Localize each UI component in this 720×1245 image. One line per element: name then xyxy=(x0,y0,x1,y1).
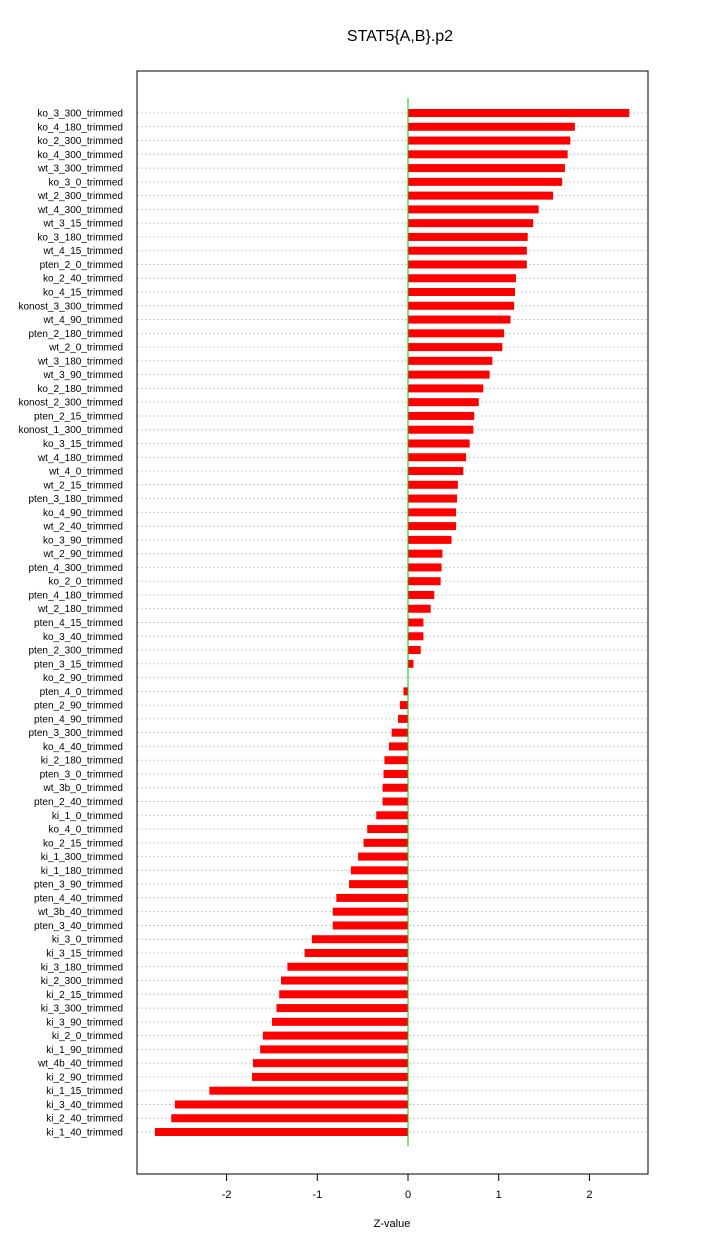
bar xyxy=(408,495,457,503)
bar xyxy=(408,563,442,571)
category-label: wt_3_300_trimmed xyxy=(37,163,123,175)
bar xyxy=(403,687,408,695)
category-label: ko_3_90_trimmed xyxy=(42,535,123,547)
category-label: ko_2_300_trimmed xyxy=(37,136,123,148)
category-label: ki_3_15_trimmed xyxy=(46,948,123,960)
category-label: wt_2_15_trimmed xyxy=(43,480,123,492)
category-label: wt_3_90_trimmed xyxy=(43,370,123,382)
bar xyxy=(336,894,408,902)
category-label: pten_3_180_trimmed xyxy=(28,494,123,506)
category-label: ki_1_15_trimmed xyxy=(46,1086,123,1098)
category-label: ko_3_180_trimmed xyxy=(37,232,123,244)
category-label: pten_3_0_trimmed xyxy=(39,769,123,781)
bar xyxy=(408,577,441,585)
category-label: ko_4_90_trimmed xyxy=(42,507,123,519)
bar xyxy=(408,453,466,461)
bar xyxy=(408,591,434,599)
category-label: konost_1_300_trimmed xyxy=(18,425,123,437)
category-label: ko_4_0_trimmed xyxy=(48,824,123,836)
bar xyxy=(260,1045,408,1053)
category-label: wt_3b_40_trimmed xyxy=(37,907,123,919)
category-label: pten_2_40_trimmed xyxy=(34,797,123,809)
category-label: wt_2_180_trimmed xyxy=(37,604,123,616)
x-tick-label: 1 xyxy=(495,1189,502,1201)
category-label: pten_2_180_trimmed xyxy=(28,328,123,340)
category-label: wt_2_300_trimmed xyxy=(37,191,123,203)
bar xyxy=(305,949,408,957)
bar xyxy=(272,1018,408,1026)
bar xyxy=(408,329,504,337)
bar xyxy=(408,219,533,227)
category-label: ko_2_15_trimmed xyxy=(42,838,123,850)
bar xyxy=(408,164,565,172)
bar xyxy=(408,288,515,296)
bar xyxy=(408,550,442,558)
bar xyxy=(408,660,413,668)
category-label: wt_2_40_trimmed xyxy=(43,521,123,533)
category-label: ko_3_300_trimmed xyxy=(37,108,123,120)
category-label: ko_2_180_trimmed xyxy=(37,383,123,395)
bar xyxy=(281,977,408,985)
category-label: ko_3_0_trimmed xyxy=(48,177,123,189)
bar xyxy=(408,150,568,158)
category-label: wt_2_90_trimmed xyxy=(43,549,123,561)
bar xyxy=(408,412,474,420)
bar xyxy=(408,439,470,447)
bar xyxy=(408,371,490,379)
category-label: ki_3_90_trimmed xyxy=(46,1017,123,1029)
category-label: ko_2_0_trimmed xyxy=(48,576,123,588)
category-label: ko_3_15_trimmed xyxy=(42,438,123,450)
category-label: pten_4_0_trimmed xyxy=(39,686,123,698)
bar xyxy=(408,316,510,324)
bar xyxy=(408,109,629,117)
category-label: pten_3_90_trimmed xyxy=(34,879,123,891)
bar xyxy=(253,1059,408,1067)
bar xyxy=(312,935,408,943)
bar xyxy=(367,825,408,833)
bar xyxy=(383,798,408,806)
category-label: pten_2_300_trimmed xyxy=(28,645,123,657)
bar xyxy=(364,839,408,847)
category-label: ki_2_0_trimmed xyxy=(51,1031,123,1043)
bar xyxy=(398,715,408,723)
bar xyxy=(408,343,502,351)
x-axis-label: Z-value xyxy=(373,1218,411,1230)
category-label: ki_2_15_trimmed xyxy=(46,989,123,1001)
bar xyxy=(408,302,514,310)
category-label: wt_4b_40_trimmed xyxy=(37,1058,123,1070)
category-label: ko_2_90_trimmed xyxy=(42,673,123,685)
category-label: wt_4_15_trimmed xyxy=(43,246,123,258)
category-label: wt_3_180_trimmed xyxy=(37,356,123,368)
bar xyxy=(408,192,553,200)
category-label: ko_4_40_trimmed xyxy=(42,741,123,753)
category-label: ki_2_90_trimmed xyxy=(46,1072,123,1084)
bar xyxy=(333,908,408,916)
bar xyxy=(408,137,570,145)
category-label: pten_3_300_trimmed xyxy=(28,728,123,740)
bar xyxy=(171,1114,408,1122)
category-label: ko_3_40_trimmed xyxy=(42,631,123,643)
category-label: pten_2_90_trimmed xyxy=(34,700,123,712)
category-label: pten_4_90_trimmed xyxy=(34,714,123,726)
bar xyxy=(408,467,463,475)
bar xyxy=(408,508,456,516)
category-label: ki_3_180_trimmed xyxy=(40,962,123,974)
category-label: konost_3_300_trimmed xyxy=(18,301,123,313)
category-label: ko_2_40_trimmed xyxy=(42,273,123,285)
bar xyxy=(408,481,458,489)
bar xyxy=(408,260,527,268)
category-label: ki_1_300_trimmed xyxy=(40,852,123,864)
bar xyxy=(392,729,408,737)
category-label: ki_1_180_trimmed xyxy=(40,865,123,877)
bar xyxy=(209,1087,408,1095)
category-label: ki_1_40_trimmed xyxy=(46,1127,123,1139)
category-label: ki_3_40_trimmed xyxy=(46,1099,123,1111)
category-label: pten_4_15_trimmed xyxy=(34,618,123,629)
bar xyxy=(408,178,562,186)
category-label: pten_4_300_trimmed xyxy=(28,562,123,574)
bar xyxy=(408,646,421,654)
category-label: pten_3_40_trimmed xyxy=(34,920,123,932)
bar xyxy=(408,426,473,434)
category-label: pten_3_15_trimmed xyxy=(34,659,123,671)
bar xyxy=(175,1100,408,1108)
bar xyxy=(349,880,408,888)
bar xyxy=(276,1004,408,1012)
bar xyxy=(408,619,423,627)
bar xyxy=(389,742,408,750)
x-tick-label: -2 xyxy=(221,1189,232,1201)
bar xyxy=(384,770,408,778)
category-label: pten_4_180_trimmed xyxy=(28,590,123,602)
bar xyxy=(408,233,528,241)
category-label: wt_4_0_trimmed xyxy=(49,466,123,478)
bar xyxy=(351,866,408,874)
category-label: wt_3_15_trimmed xyxy=(43,218,123,230)
bar xyxy=(408,205,539,213)
bar xyxy=(384,756,408,764)
category-label: ki_2_40_trimmed xyxy=(46,1113,123,1125)
bar xyxy=(408,357,492,365)
category-label: ko_4_180_trimmed xyxy=(37,122,123,134)
category-label: ki_3_0_trimmed xyxy=(51,934,123,946)
category-label: wt_2_0_trimmed xyxy=(49,342,123,354)
bar xyxy=(376,811,408,819)
category-label: ko_4_15_trimmed xyxy=(42,287,123,299)
category-label: ko_4_300_trimmed xyxy=(37,149,123,161)
bar xyxy=(287,963,408,971)
bar xyxy=(333,921,408,929)
bar xyxy=(408,123,575,131)
category-label: pten_4_40_trimmed xyxy=(34,893,123,905)
category-label: wt_4_300_trimmed xyxy=(37,204,123,216)
bar xyxy=(408,522,456,530)
x-tick-label: -1 xyxy=(312,1189,323,1201)
bar xyxy=(358,853,408,861)
category-label: wt_4_180_trimmed xyxy=(37,452,123,464)
bar xyxy=(408,398,479,406)
bar xyxy=(408,274,516,282)
category-labels xyxy=(18,109,123,1139)
bar xyxy=(155,1128,408,1136)
bar xyxy=(408,605,431,613)
bar xyxy=(400,701,408,709)
bar xyxy=(383,784,408,792)
chart-title: STAT5{A,B}.p2 xyxy=(346,28,454,45)
category-label: wt_3b_0_trimmed xyxy=(43,783,123,795)
bar xyxy=(263,1032,408,1040)
bar xyxy=(252,1073,408,1081)
x-axis xyxy=(222,1174,593,1201)
category-label: ki_1_90_trimmed xyxy=(46,1044,123,1056)
bar xyxy=(408,384,483,392)
x-tick-label: 2 xyxy=(586,1189,593,1201)
bar xyxy=(408,536,452,544)
category-label: wt_4_90_trimmed xyxy=(43,315,123,327)
category-label: konost_2_300_trimmed xyxy=(18,397,123,409)
bar xyxy=(279,990,408,998)
category-label: ki_2_180_trimmed xyxy=(40,755,123,767)
x-tick-label: 0 xyxy=(404,1189,412,1201)
bar xyxy=(408,247,527,255)
category-label: pten_2_15_trimmed xyxy=(34,411,123,423)
category-label: ki_2_300_trimmed xyxy=(40,976,123,988)
category-label: ki_1_0_trimmed xyxy=(51,810,123,822)
category-label: ki_3_300_trimmed xyxy=(40,1003,123,1015)
category-label: pten_2_0_trimmed xyxy=(39,259,123,271)
bar xyxy=(408,632,423,640)
